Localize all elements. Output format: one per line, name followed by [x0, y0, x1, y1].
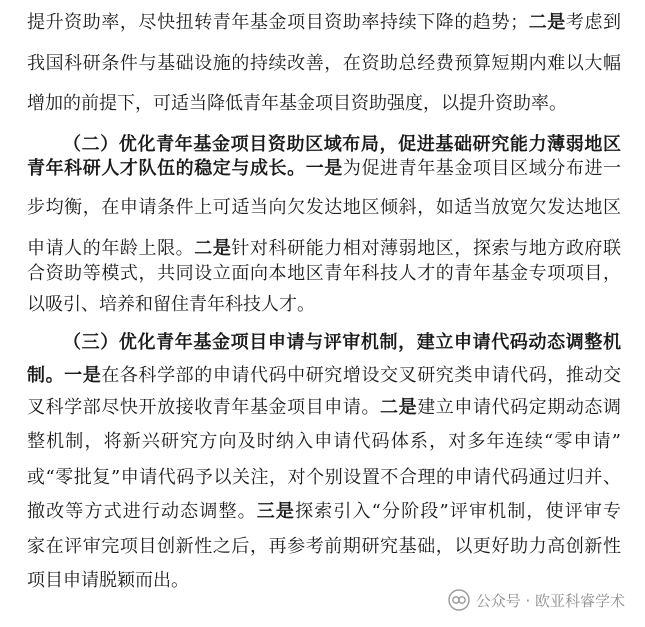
text-run: 提升资助率，尽快扭转青年基金项目资助率持续下降的趋势； — [27, 12, 529, 33]
text-run: 申请人的年龄上限。 — [27, 238, 195, 259]
watermark — [448, 588, 625, 612]
paragraph-3-line-8: 项目申请脱颖而出。 — [27, 570, 189, 591]
text-run: 建立申请代码定期动态调 — [417, 397, 621, 418]
bold-run: 三是 — [256, 501, 296, 522]
paragraph-3-line-4: 整机制，将新兴研究方向及时纳入申请代码体系，对多年连续“零申请” — [27, 431, 621, 452]
text-run: 考虑到 — [565, 12, 621, 33]
wechat-official-account-icon — [448, 589, 470, 611]
paragraph-3-heading-line-1: （三）优化青年基金项目申请与评审机制，建立申请代码动态调整机 — [63, 332, 621, 353]
bold-run: 二是 — [380, 397, 418, 418]
paragraph-2-line-5: 合资助等模式，共同设立面向本地区青年科技人才的青年基金专项项目， — [27, 263, 621, 284]
watermark-text: 公众号 · 欧亚科睿学术 — [475, 591, 625, 610]
text-run: 叉科学部尽快开放接收青年基金项目申请。 — [27, 397, 381, 418]
text-run: 在各科学部的申请代码中研究增设交叉研究类申请代码，推动交 — [101, 365, 621, 386]
text-run: 为促进青年基金项目区域分布进一 — [342, 158, 621, 179]
paragraph-1-line-2: 我国科研条件与基础设施的持续改善，在资助总经费预算短期内难以大幅 — [27, 53, 621, 74]
bold-run: 一是 — [305, 158, 343, 179]
paragraph-3-line-7: 家在评审完项目创新性之后，再参考前期研究基础，以更好助力高创新性 — [27, 536, 621, 557]
paragraph-1-line-3: 增加的前提下，可适当降低青年基金项目资助强度，以提升资助率。 — [27, 93, 567, 114]
bold-run: 二是 — [194, 238, 232, 259]
paragraph-3-line-5: 或“零批复”申请代码予以关注，对个别设置不合理的申请代码通过归并、 — [27, 467, 621, 488]
bold-run: 青年科研人才队伍的稳定与成长。 — [27, 158, 306, 179]
paragraph-3-line-2 — [27, 364, 621, 388]
text-run: 撤改等方式进行动态调整。 — [27, 501, 257, 522]
bold-run: 一是 — [64, 365, 102, 386]
bold-run: 二是 — [528, 12, 566, 33]
paragraph-3-line-3 — [27, 396, 621, 420]
paragraph-2-line-4 — [27, 237, 621, 261]
text-run: 针对科研能力相对薄弱地区，探索与地方政府联 — [231, 238, 621, 259]
paragraph-2-heading-line-1: （二）优化青年基金项目资助区域布局，促进基础研究能力薄弱地区 — [63, 134, 621, 155]
paragraph-2-line-2 — [27, 157, 621, 181]
bold-run: 制。 — [27, 365, 65, 386]
paragraph-3-line-6 — [27, 500, 621, 524]
paragraph-2-line-3: 步均衡，在申请条件上可适当向欠发达地区倾斜，如适当放宽欠发达地区 — [27, 197, 621, 218]
text-run: 探索引入“分阶段”评审机制，使评审专 — [295, 501, 621, 522]
paragraph-2-line-6: 以吸引、培养和留住青年科技人才。 — [27, 294, 315, 315]
paragraph-1-line-1 — [27, 11, 621, 35]
